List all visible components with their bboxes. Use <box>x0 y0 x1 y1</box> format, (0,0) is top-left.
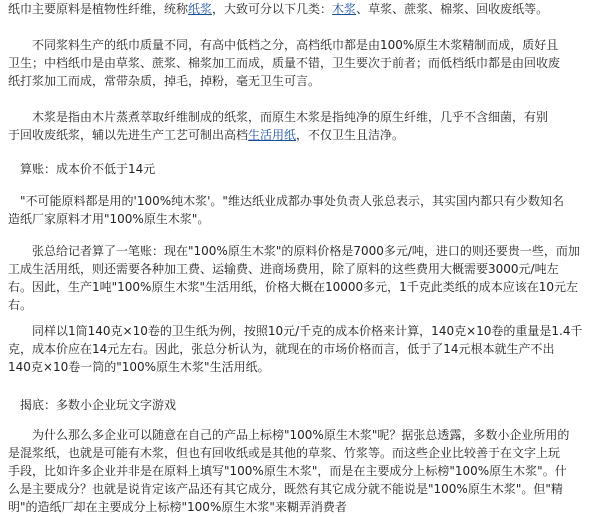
text-line: 卫生；中档纸巾是由草浆、蔗浆、棉浆加工而成，质量不错，卫生要次于前者；而低档纸巾都是由回收废 <box>8 56 561 70</box>
text-line: 张总给记者算了一笔账：现在"100%原生木浆"的原料价格是7000多元/吨，进口的则还要贵一些，而加 <box>8 244 580 258</box>
paragraph-quality-grades <box>8 36 594 90</box>
text-line: 木浆是指由木片蒸煮萃取纤维制成的纸浆，而原生木浆是指纯净的原生纤维，几乎不含细菌，有别 <box>8 110 549 124</box>
intro-text-2: ，大致可分以下几类： <box>212 2 333 16</box>
text-segment: ，不仅卫生且洁净。 <box>296 128 405 142</box>
paragraph-wordplay <box>8 426 594 516</box>
text-segment: 于回收废纸浆，辅以先进生产工艺可制出高档 <box>8 128 249 142</box>
text-line: 明"的造纸厂却在主要成分上标榜"100%原生木浆"来糊弄消费者 <box>8 500 347 514</box>
link-pulp[interactable]: 纸浆 <box>188 2 213 16</box>
text-line: 造纸厂家原料才用"100%原生木浆"。 <box>8 212 210 226</box>
paragraph-wood-pulp <box>8 108 594 144</box>
text-line: 不同浆料生产的纸巾质量不同，有高中低档之分，高档纸巾都是由100%原生木浆精制而成，质好且 <box>8 38 559 52</box>
link-household-paper[interactable]: 生活用纸 <box>248 128 297 142</box>
text-line: 右。 <box>8 298 33 312</box>
intro-text-3: 、草浆、蔗浆、棉浆、回收废纸等。 <box>356 2 549 16</box>
paragraph-example <box>8 322 594 376</box>
heading-text: 揭底：多数小企业玩文字游戏 <box>8 398 177 412</box>
intro-text-1: 纸巾主要原料是植物性纤维，统称 <box>8 2 189 16</box>
text-line: 同样以1筒140克×10卷的卫生纸为例，按照10元/千克的成本价格来计算，140克×10卷的重量是1.4千 <box>8 324 583 338</box>
section-heading-reveal <box>8 396 594 414</box>
paragraph-calculation <box>8 242 594 314</box>
text-line: 为什么那么多企业可以随意在自己的产品上标榜"100%原生木浆"呢？据张总透露，多数小企业所用的 <box>8 428 570 442</box>
heading-text: 算账：成本价不低于14元 <box>8 162 156 176</box>
paragraph-quote <box>8 192 594 228</box>
text-line: 手段，比如许多企业并非是在原料上填写"100%原生木浆"，而是在主要成分上标榜"100%原生木浆"。什 <box>8 464 567 478</box>
text-line: 纸打浆加工而成，常带杂质，掉毛，掉粉，毫无卫生可言。 <box>8 74 321 88</box>
text-line: 工成生活用纸，则还需要各种加工费、运输费、进商场费用，除了原料的这些费用大概需要3000元/吨左 <box>8 262 559 276</box>
section-heading-cost <box>8 160 594 178</box>
text-line: 克，成本价应在14元左右。因此，张总分析认为，就现在的市场价格而言，低于了14元根本就生产不出 <box>8 342 555 356</box>
paragraph-intro <box>8 0 594 18</box>
text-line: 140克×10卷一筒的"100%原生木浆"生活用纸。 <box>8 360 270 374</box>
text-line: 么是主要成分？也就是说肯定该产品还有其它成分，既然有其它成分就不能说是"100%原生木浆"。但"精 <box>8 482 563 496</box>
text-line: "不可能原料都是用的'100%纯木浆'。"维达纸业成都办事处负责人张总表示，其实国内都只有少数知名 <box>8 194 564 208</box>
text-line: 是混浆纸，也就是可能有木浆，但也有回收纸或是其他的草浆、竹浆等。而这些企业比较善于在文字上玩 <box>8 446 561 460</box>
link-wood-pulp[interactable]: 木浆 <box>332 2 357 16</box>
text-line: 右。因此，生产1吨"100%原生木浆"生活用纸，价格大概在10000多元，1千克此类纸的成本应该在10元左 <box>8 280 579 294</box>
